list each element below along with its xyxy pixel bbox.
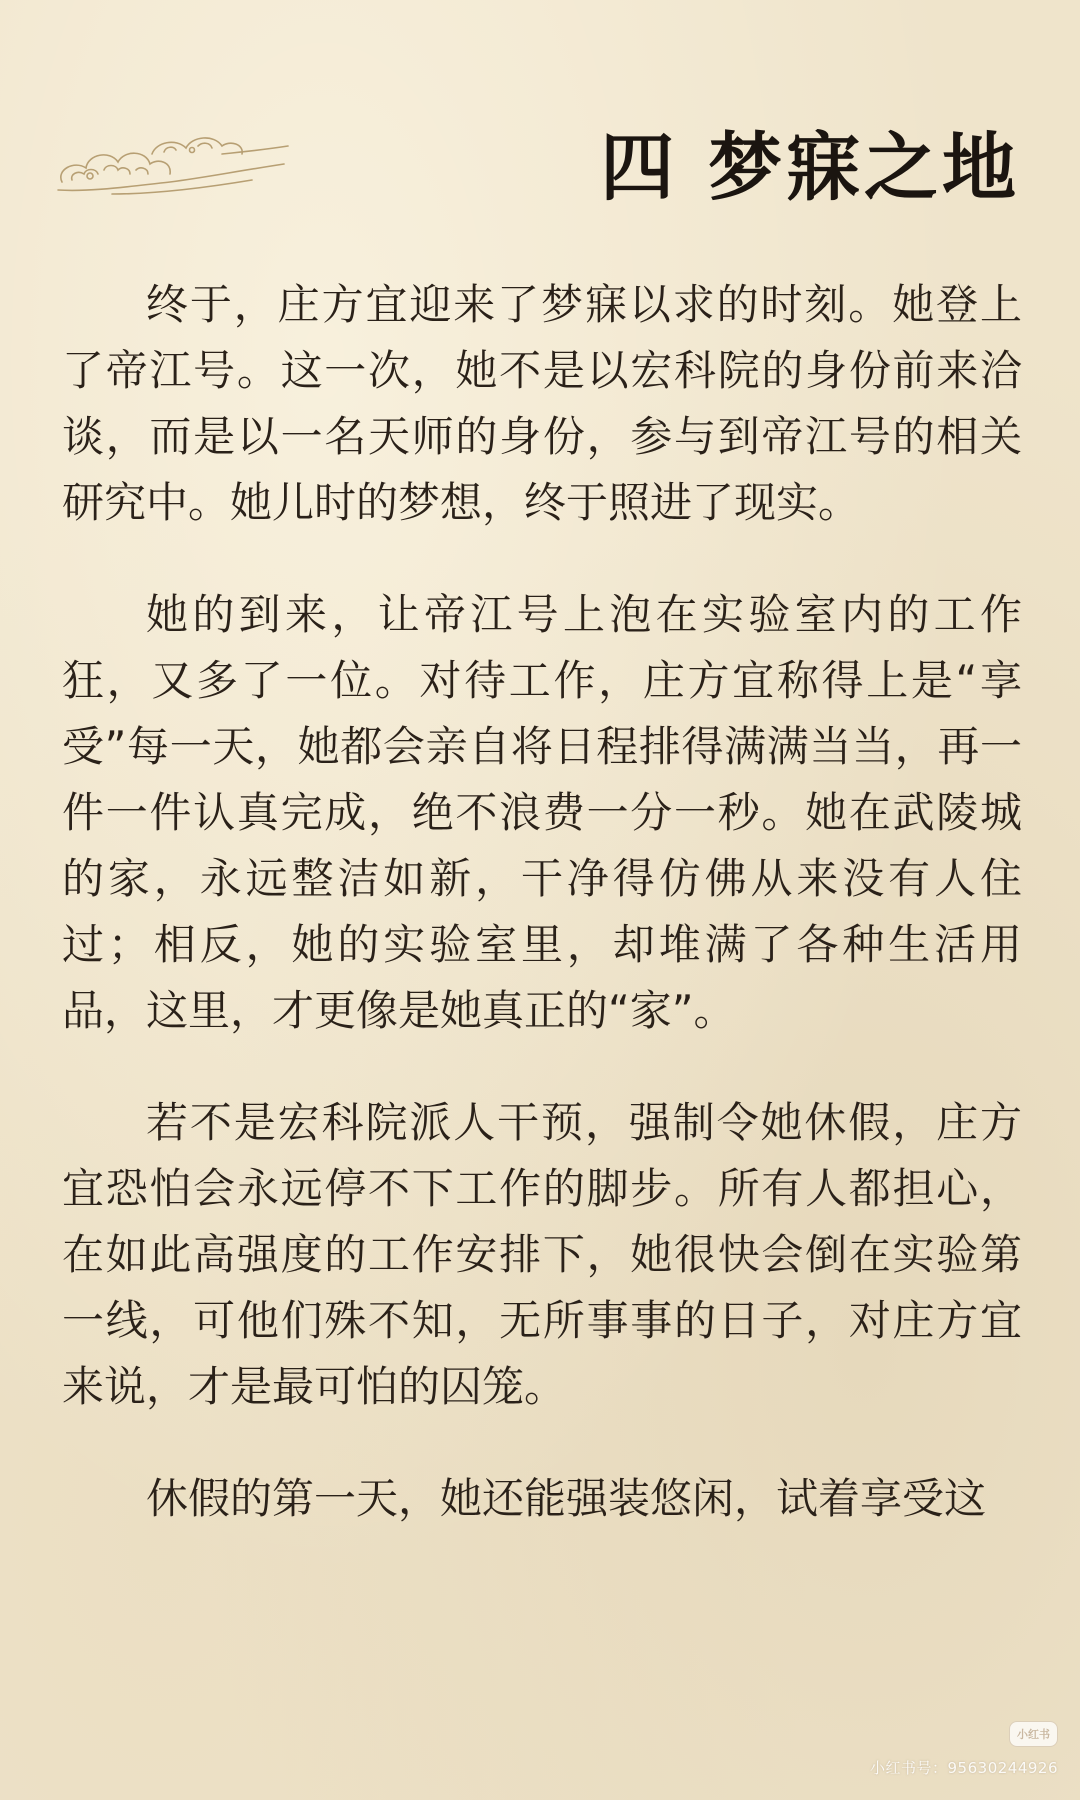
- paragraph-2: 她的到来，让帝江号上泡在实验室内的工作狂，又多了一位。对待工作，庄方宜称得上是“享受”每一天，她都会亲自将日程排得满满当当，再一件一件认真完成，绝不浪费一分一秒。她在武陵城的家，永远整洁如新，干净得仿佛从来没有人住过；相反，她的实验室里，却堆满了各种生活用品，这里，才更像是她真正的“家”。: [62, 590, 1022, 1035]
- auspicious-cloud-icon: [52, 120, 292, 210]
- watermark: [870, 1721, 1058, 1778]
- paragraph-1: 终于，庄方宜迎来了梦寐以求的时刻。她登上了帝江号。这一次，她不是以宏科院的身份前来洽谈，而是以一名天师的身份，参与到帝江号的相关研究中。她儿时的梦想，终于照进了现实。: [62, 280, 1022, 527]
- chapter-title: 四 梦寐之地: [600, 125, 1020, 211]
- paragraph-4: 休假的第一天，她还能强装悠闲，试着享受这: [146, 1474, 987, 1523]
- paragraph-3: 若不是宏科院派人干预，强制令她休假，庄方宜恐怕会永远停不下工作的脚步。所有人都担心，在如此高强度的工作安排下，她很快会倒在实验第一线，可他们殊不知，无所事事的日子，对庄方宜来说，才是最可怕的囚笼。: [62, 1098, 1022, 1411]
- chapter-body: [62, 272, 1022, 1578]
- watermark-logo: 小红书: [1009, 1721, 1058, 1747]
- watermark-id: 小红书号：95630244926: [870, 1759, 1058, 1777]
